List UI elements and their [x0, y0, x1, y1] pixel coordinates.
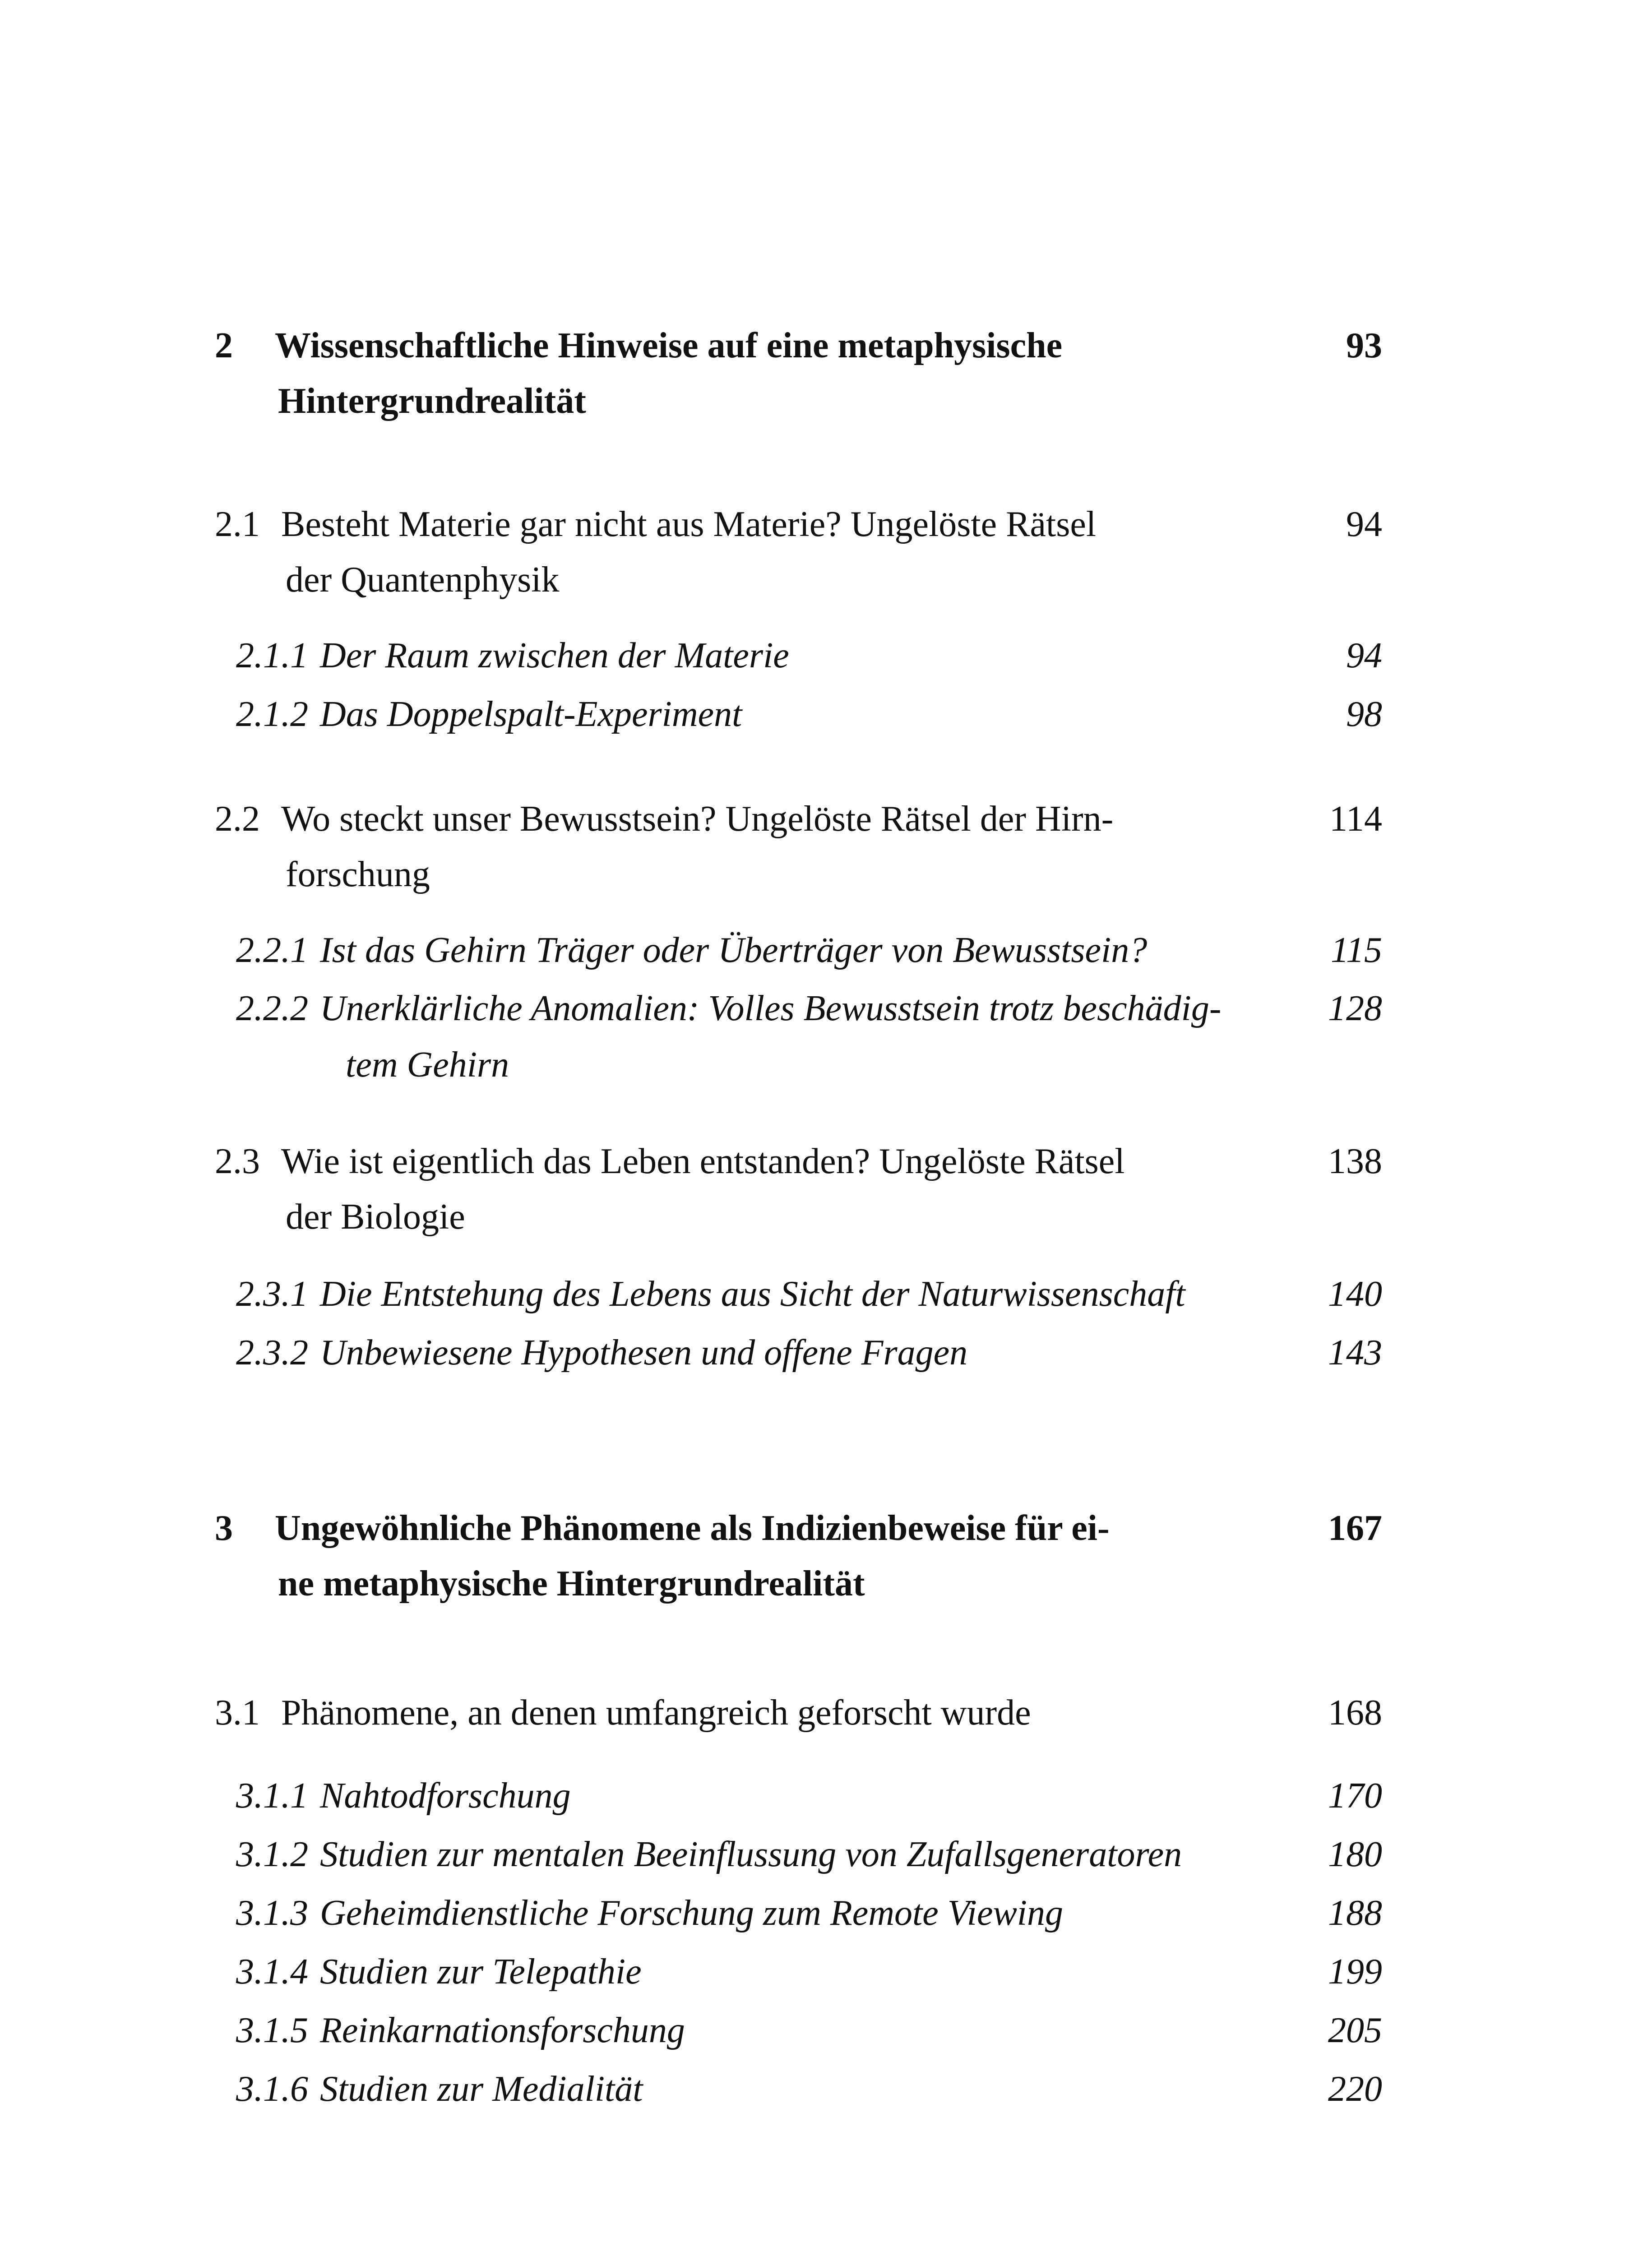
entry-title-line: ne metaphysische Hintergrundrealität	[278, 1564, 865, 1604]
sub-entry	[0, 1826, 1652, 1883]
entry-title	[320, 628, 789, 684]
page-number: 128	[1328, 989, 1382, 1028]
sub-entry	[0, 2061, 1652, 2117]
page-number: 114	[1329, 799, 1382, 839]
sub-entry	[0, 1944, 1652, 2000]
page-number: 205	[1328, 2011, 1382, 2050]
entry-title	[320, 1885, 1063, 1942]
entry-title	[320, 1768, 571, 1824]
entry-title-line: Studien zur mentalen Beeinflussung von Zufallsgeneratoren	[320, 1835, 1182, 1874]
entry-title-line: tem Gehirn	[346, 1045, 509, 1085]
entry-title-line: Wo steckt unser Bewusstsein? Ungelöste Rätsel der Hirn-	[281, 799, 1114, 839]
entry-title-line: Phänomene, an denen umfangreich geforscht wurde	[281, 1693, 1031, 1733]
entry-title	[281, 1134, 1125, 1245]
entry-number: 2.1	[215, 504, 260, 544]
entry-title	[281, 497, 1096, 608]
entry-title-line: Geheimdienstliche Forschung zum Remote Viewing	[320, 1893, 1064, 1933]
entry-number: 3.1.5	[236, 2011, 308, 2050]
entry-title-line: Wissenschaftliche Hinweise auf eine metaphysische	[275, 326, 1063, 365]
entry-title-line: Unerklärliche Anomalien: Volles Bewusstsein trotz beschädig-	[320, 989, 1222, 1028]
entry-title-line: Wie ist eigentlich das Leben entstanden? Ungelöste Rätsel	[281, 1142, 1125, 1181]
entry-title-line: Die Entstehung des Lebens aus Sicht der Naturwissenschaft	[320, 1274, 1185, 1314]
entry-title-line: Das Doppelspalt-Experiment	[320, 694, 742, 734]
entry-title	[320, 686, 742, 743]
entry-title	[320, 1266, 1185, 1322]
entry-title-line: Studien zur Medialität	[320, 2069, 643, 2109]
entry-number: 3.1.4	[236, 1952, 308, 1992]
sub-entry	[0, 686, 1652, 743]
entry-title	[281, 1685, 1031, 1741]
page-number: 220	[1328, 2069, 1382, 2109]
entry-title	[320, 1325, 967, 1381]
entry-title-line: Der Raum zwischen der Materie	[320, 636, 789, 675]
sub-entry	[0, 1325, 1652, 1381]
page-number: 180	[1328, 1835, 1382, 1874]
entry-title-line: der Quantenphysik	[286, 560, 560, 600]
entry-title-line: Studien zur Telepathie	[320, 1952, 642, 1992]
sub-entry	[0, 1266, 1652, 1322]
page-number: 138	[1328, 1142, 1382, 1181]
entry-number: 2.3.1	[236, 1274, 308, 1314]
entry-number: 3.1.3	[236, 1893, 308, 1933]
page-number: 94	[1346, 504, 1382, 544]
entry-number: 2.2.2	[236, 989, 308, 1028]
chapter-entry	[0, 1501, 1652, 1612]
entry-number: 2.1.2	[236, 694, 308, 734]
entry-number: 2.3.2	[236, 1333, 308, 1373]
sub-entry	[0, 1768, 1652, 1824]
sub-entry	[0, 1885, 1652, 1942]
page-number: 115	[1330, 930, 1382, 970]
entry-title	[320, 1944, 642, 2000]
entry-title	[275, 318, 1062, 429]
chapter-entry	[0, 318, 1652, 429]
entry-title	[320, 2002, 685, 2059]
sub-entry	[0, 628, 1652, 684]
entry-number: 3.1.6	[236, 2069, 308, 2109]
entry-title	[320, 980, 1222, 1093]
entry-number: 2.1.1	[236, 636, 308, 675]
entry-title-line: forschung	[286, 855, 430, 894]
page-number: 94	[1346, 636, 1382, 675]
page-number: 168	[1328, 1693, 1382, 1733]
entry-number: 2.2	[215, 799, 260, 839]
entry-title-line: Reinkarnationsforschung	[320, 2011, 685, 2050]
entry-number: 2.3	[215, 1142, 260, 1181]
page-number: 167	[1328, 1508, 1382, 1548]
section-entry	[0, 1134, 1652, 1245]
entry-number: 2.2.1	[236, 930, 308, 970]
page-number: 143	[1328, 1333, 1382, 1373]
page-number: 93	[1346, 326, 1382, 365]
entry-title-line: Nahtodforschung	[320, 1776, 571, 1816]
entry-number: 3.1.1	[236, 1776, 308, 1816]
entry-number: 3.1.2	[236, 1835, 308, 1874]
entry-number: 2	[215, 326, 233, 365]
entry-title	[320, 922, 1147, 979]
entry-title	[281, 791, 1113, 902]
entry-title	[320, 2061, 643, 2117]
entry-title-line: Ist das Gehirn Träger oder Überträger von Bewusstsein?	[320, 930, 1148, 970]
page-number: 199	[1328, 1952, 1382, 1992]
entry-title-line: Unbewiesene Hypothesen und offene Fragen	[320, 1333, 968, 1373]
section-entry	[0, 1685, 1652, 1741]
entry-title-line: Besteht Materie gar nicht aus Materie? Ungelöste Rätsel	[281, 504, 1097, 544]
section-entry	[0, 791, 1652, 902]
entry-title-line: der Biologie	[286, 1197, 465, 1237]
page-number: 98	[1346, 694, 1382, 734]
section-entry	[0, 497, 1652, 608]
page-number: 170	[1328, 1776, 1382, 1816]
entry-number: 3	[215, 1508, 233, 1548]
entry-title	[320, 1826, 1182, 1883]
sub-entry	[0, 980, 1652, 1093]
entry-title	[275, 1501, 1110, 1612]
entry-number: 3.1	[215, 1693, 260, 1733]
page-number: 140	[1328, 1274, 1382, 1314]
entry-title-line: Hintergrundrealität	[278, 381, 586, 421]
entry-title-line: Ungewöhnliche Phänomene als Indizienbeweise für ei-	[275, 1508, 1110, 1548]
page-number: 188	[1328, 1893, 1382, 1933]
sub-entry	[0, 2002, 1652, 2059]
sub-entry	[0, 922, 1652, 979]
